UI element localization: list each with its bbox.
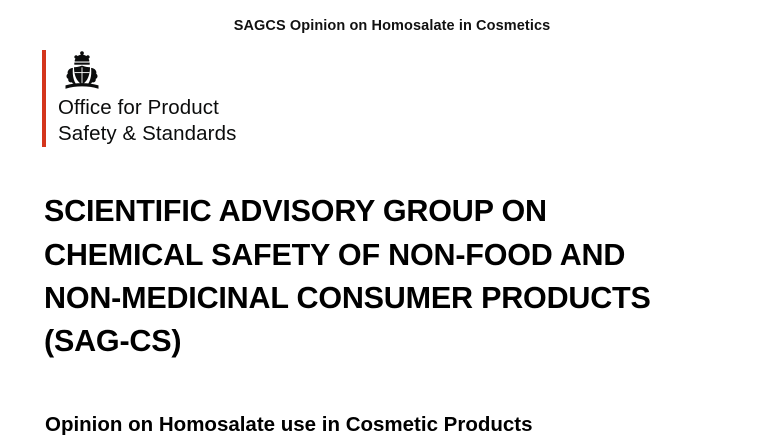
logo-accent-rule (42, 50, 46, 147)
organisation-name-line1: Office for Product (58, 96, 219, 119)
logo-content (58, 50, 236, 147)
royal-crest-icon (59, 50, 105, 90)
organisation-name (58, 95, 236, 147)
page-title: SCIENTIFIC ADVISORY GROUP ON CHEMICAL SAFETY OF NON-FOOD AND NON-MEDICINAL CONSUMER PRODUCTS (SAG-CS) (44, 194, 651, 359)
page-subtitle: Opinion on Homosalate use in Cosmetic Products (45, 413, 533, 436)
running-header: SAGCS Opinion on Homosalate in Cosmetics (233, 18, 551, 34)
organisation-name-line2: Safety & Standards (58, 121, 237, 145)
organisation-logo (42, 50, 236, 147)
